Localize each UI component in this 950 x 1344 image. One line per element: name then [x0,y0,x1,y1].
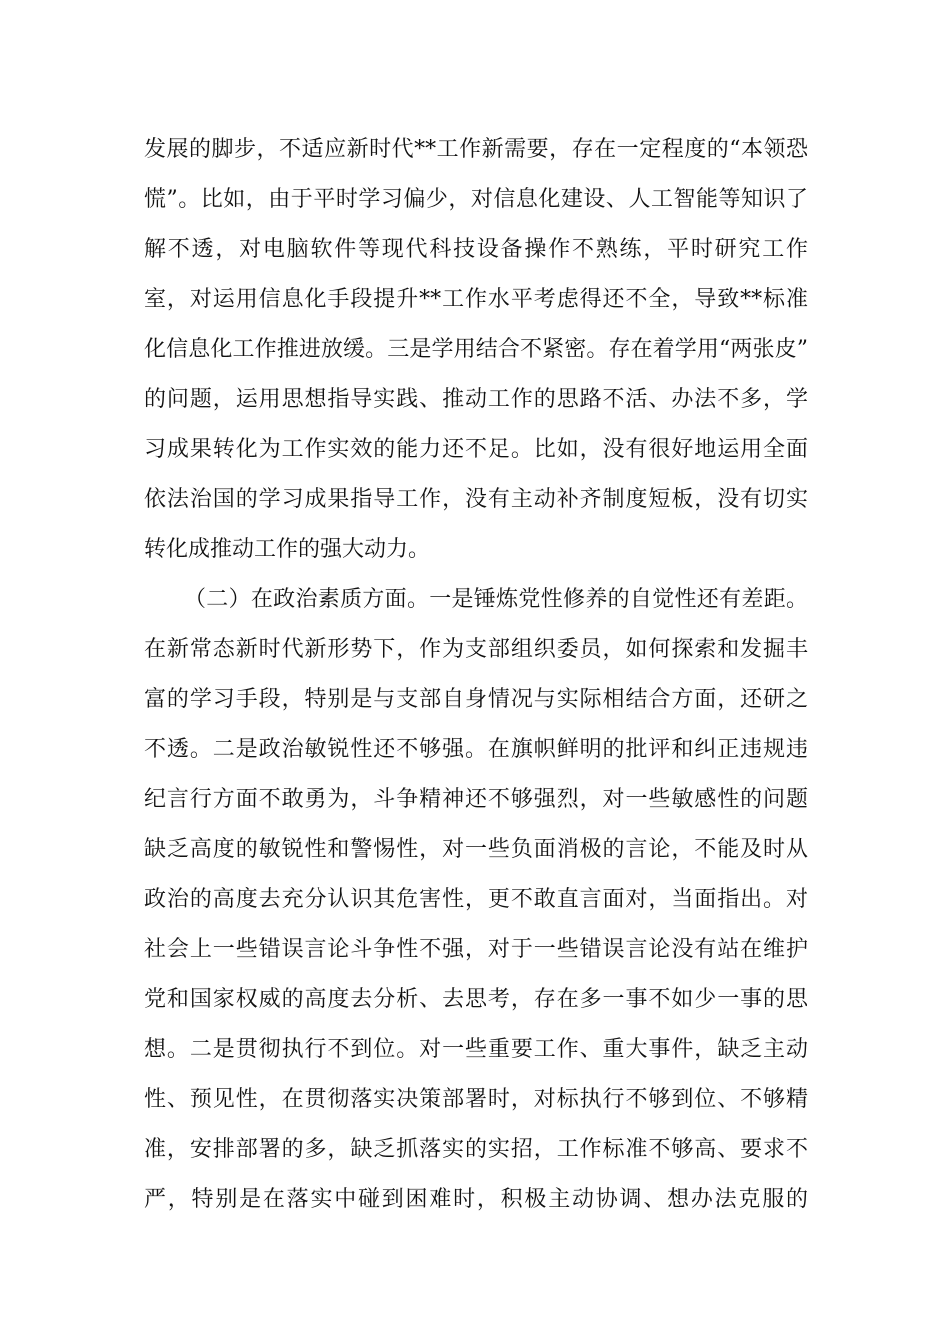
document-body [144,125,808,1225]
text-line: 习成果转化为工作实效的能力还不足。比如，没有很好地运用全面 [144,437,808,462]
text-line: 性、预见性，在贯彻落实决策部署时，对标执行不够到位、不够精 [144,1087,808,1112]
text-line: 化信息化工作推进放缓。三是学用结合不紧密。存在着学用“两张皮” [144,337,808,362]
text-line: 政治的高度去充分认识其危害性，更不敢直言面对，当面指出。对 [144,887,808,912]
text-line: 想。二是贯彻执行不到位。对一些重要工作、重大事件，缺乏主动 [144,1037,808,1062]
text-line: 在新常态新时代新形势下，作为支部组织委员，如何探索和发掘丰 [144,637,808,662]
text-line: 社会上一些错误言论斗争性不强，对于一些错误言论没有站在维护 [144,937,808,962]
text-line: 缺乏高度的敏锐性和警惕性，对一些负面消极的言论，不能及时从 [144,837,808,862]
text-line: 不透。二是政治敏锐性还不够强。在旗帜鲜明的批评和纠正违规违 [144,737,808,762]
text-line: 纪言行方面不敢勇为，斗争精神还不够强烈，对一些敏感性的问题 [144,787,808,812]
text-line: 准，安排部署的多，缺乏抓落实的实招，工作标准不够高、要求不 [144,1137,808,1162]
text-line: 依法治国的学习成果指导工作，没有主动补齐制度短板，没有切实 [144,487,808,512]
text-line: 室，对运用信息化手段提升**工作水平考虑得还不全，导致**标准 [144,287,808,312]
text-line: 发展的脚步，不适应新时代**工作新需要，存在一定程度的“本领恐 [144,137,808,162]
paragraph-end-line: 转化成推动工作的强大动力。 [144,537,431,562]
text-line: 富的学习手段，特别是与支部自身情况与实际相结合方面，还研之 [144,687,808,712]
text-line: 慌”。比如，由于平时学习偏少，对信息化建设、人工智能等知识了 [144,187,808,212]
text-line: 解不透，对电脑软件等现代科技设备操作不熟练，平时研究工作 [144,237,808,262]
text-line: 的问题，运用思想指导实践、推动工作的思路不活、办法不多，学 [144,387,808,412]
text-line: 党和国家权威的高度去分析、去思考，存在多一事不如少一事的思 [144,987,808,1012]
text-line: 严，特别是在落实中碰到困难时，积极主动协调、想办法克服的 [144,1187,808,1212]
section-heading-line: （二）在政治素质方面。一是锤炼党性修养的自觉性还有差距。 [184,587,808,612]
